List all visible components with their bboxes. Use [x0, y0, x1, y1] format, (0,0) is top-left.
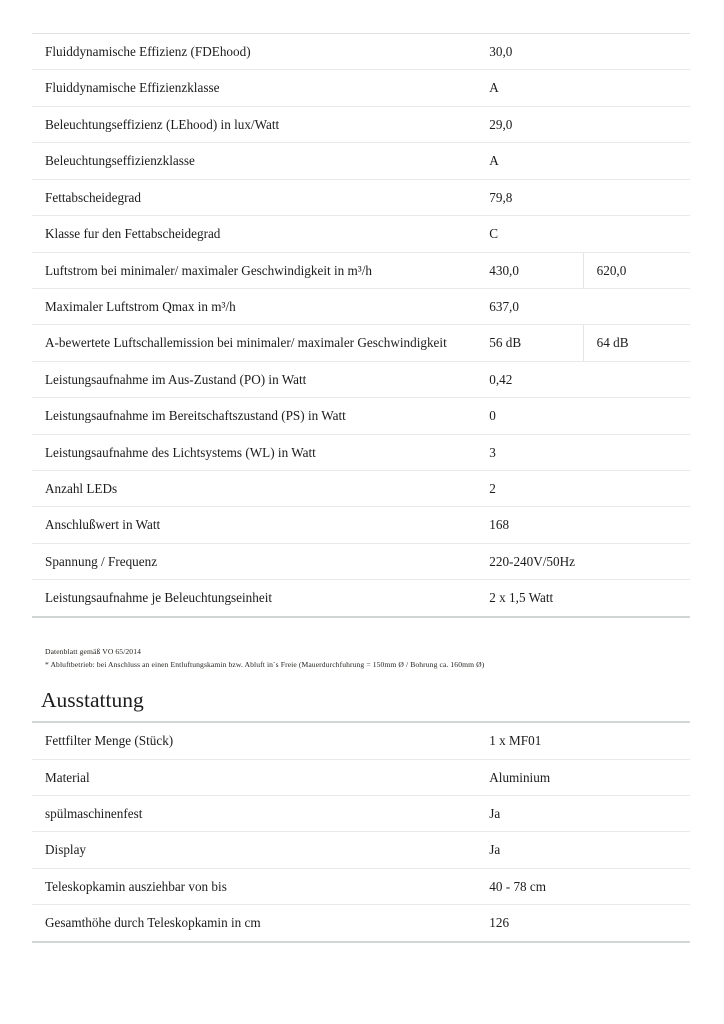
row-label: spülmaschinenfest — [32, 795, 476, 831]
row-value: A — [476, 143, 690, 179]
table-row — [32, 543, 690, 579]
row-value: 2 — [476, 471, 690, 507]
row-label: Teleskopkamin ausziehbar von bis — [32, 868, 476, 904]
row-value: A — [476, 70, 690, 106]
footnotes-block — [32, 645, 692, 672]
row-label: Spannung / Frequenz — [32, 543, 476, 579]
table-row — [32, 759, 690, 795]
table-row — [32, 143, 690, 179]
row-value: 30,0 — [476, 34, 690, 70]
row-value: 168 — [476, 507, 690, 543]
table-row — [32, 723, 690, 759]
table-row — [32, 325, 690, 361]
row-value: 220-240V/50Hz — [476, 543, 690, 579]
row-value: Ja — [476, 795, 690, 831]
row-label: Fluiddynamische Effizienzklasse — [32, 70, 476, 106]
table-row — [32, 832, 690, 868]
row-label: Maximaler Luftstrom Qmax in m³/h — [32, 288, 476, 324]
table-row — [32, 106, 690, 142]
table-row — [32, 507, 690, 543]
row-value: 430,0 — [476, 252, 583, 288]
row-label: Klasse fur den Fettabscheidegrad — [32, 216, 476, 252]
row-value: 0,42 — [476, 361, 690, 397]
row-value: Ja — [476, 832, 690, 868]
row-value: Aluminium — [476, 759, 690, 795]
row-label: Leistungsaufnahme im Aus-Zustand (PO) in Watt — [32, 361, 476, 397]
row-value-secondary: 64 dB — [583, 325, 690, 361]
section-title-ausstattung: Ausstattung — [41, 688, 144, 713]
row-value: 56 dB — [476, 325, 583, 361]
row-value: 29,0 — [476, 106, 690, 142]
row-value: 2 x 1,5 Watt — [476, 580, 690, 617]
table-row — [32, 905, 690, 942]
row-label: Fettfilter Menge (Stück) — [32, 723, 476, 759]
table-row — [32, 216, 690, 252]
row-value: 40 - 78 cm — [476, 868, 690, 904]
row-label: Display — [32, 832, 476, 868]
energy-table-body — [32, 34, 690, 617]
table-row — [32, 288, 690, 324]
row-label: Leistungsaufnahme je Beleuchtungseinheit — [32, 580, 476, 617]
row-value: 1 x MF01 — [476, 723, 690, 759]
row-value: 637,0 — [476, 288, 690, 324]
row-label: Leistungsaufnahme im Bereitschaftszustand (PS) in Watt — [32, 398, 476, 434]
row-label: A-bewertete Luftschallemission bei minimaler/ maximaler Geschwindigkeit — [32, 325, 476, 361]
table-row — [32, 795, 690, 831]
table-row — [32, 34, 690, 70]
row-label: Leistungsaufnahme des Lichtsystems (WL) in Watt — [32, 434, 476, 470]
ausstattung-table-body — [32, 723, 690, 942]
row-label: Fluiddynamische Effizienz (FDEhood) — [32, 34, 476, 70]
row-label: Luftstrom bei minimaler/ maximaler Geschwindigkeit in m³/h — [32, 252, 476, 288]
table-row — [32, 434, 690, 470]
row-value: 0 — [476, 398, 690, 434]
row-label: Material — [32, 759, 476, 795]
energy-data-table — [32, 33, 690, 618]
row-value: C — [476, 216, 690, 252]
footnote-line-2: * Abluftbetrieb: bei Anschluss an einen Entluftungskamin bzw. Abluft in´s Freie (Mauerdurchfuhrung = 150mm Ø / Bohrung ca. 160mm Ø) — [45, 660, 485, 670]
table-row — [32, 580, 690, 617]
table-row — [32, 398, 690, 434]
table-row — [32, 70, 690, 106]
page-top-spacer — [32, 0, 692, 33]
table-row — [32, 361, 690, 397]
table-row — [32, 252, 690, 288]
row-value: 3 — [476, 434, 690, 470]
row-label: Beleuchtungseffizienzklasse — [32, 143, 476, 179]
row-value: 79,8 — [476, 179, 690, 215]
table-row — [32, 868, 690, 904]
table-row — [32, 179, 690, 215]
row-label: Anzahl LEDs — [32, 471, 476, 507]
ausstattung-table — [32, 723, 690, 943]
row-label: Gesamthöhe durch Teleskopkamin in cm — [32, 905, 476, 942]
row-value: 126 — [476, 905, 690, 942]
footnote-line-1: Datenblatt gemäß VO 65/2014 — [45, 646, 141, 656]
table-row — [32, 471, 690, 507]
row-label: Beleuchtungseffizienz (LEhood) in lux/Watt — [32, 106, 476, 142]
row-value-secondary: 620,0 — [583, 252, 690, 288]
row-label: Fettabscheidegrad — [32, 179, 476, 215]
row-label: Anschlußwert in Watt — [32, 507, 476, 543]
